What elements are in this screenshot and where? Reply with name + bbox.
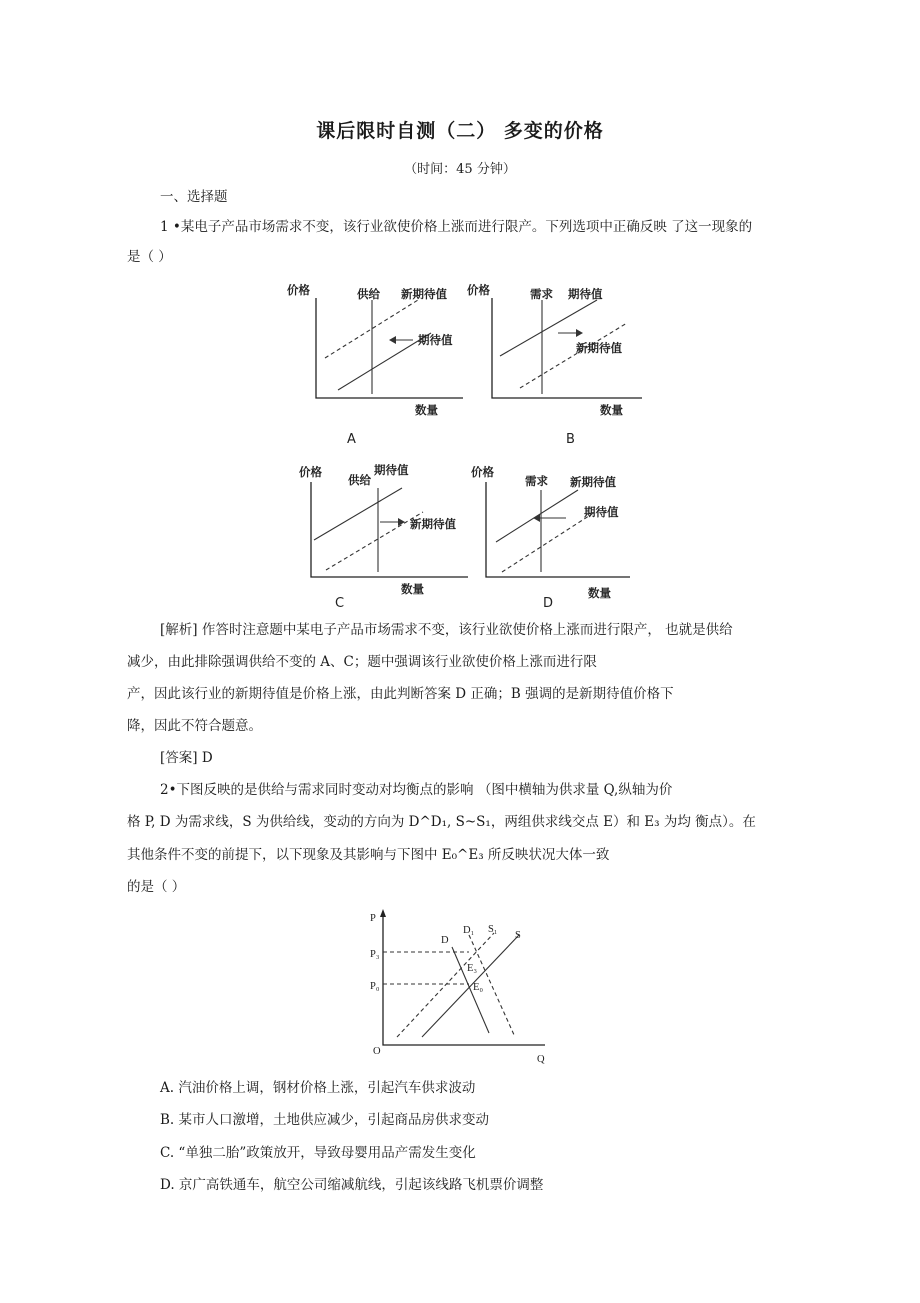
graph-a-caption: A	[347, 432, 356, 447]
graph-c-old-label: 期待值	[374, 463, 409, 477]
graph-b-yaxis: 价格	[467, 283, 490, 297]
graph-d-new-label: 新期待值	[570, 475, 616, 489]
analysis-line-3: 产，因此该行业的新期待值是价格上涨，由此判断答案 D 正确；B 强调的是新期待值价格下	[127, 686, 674, 702]
question-1-stem-cont: 是（ ）	[127, 249, 172, 265]
graph-a-yaxis: 价格	[287, 283, 310, 297]
graph-d-caption: D	[543, 596, 554, 610]
analysis-line-2: 减少，由此排除强调供给不变的 A、C；题中强调该行业欲使价格上涨而进行限	[127, 654, 597, 670]
option-a: A. 汽油价格上调，钢材价格上涨，引起汽车供求波动	[160, 1080, 476, 1096]
graph-d-vertical-label: 需求	[525, 474, 548, 488]
graph2-origin-label: O	[373, 1046, 381, 1057]
graph2-p0-label: P₀	[370, 981, 380, 992]
question-2-line-2: 格 P, D 为需求线，S 为供给线，变动的方向为 D^D₁, S~S₁，两组供求线交点 E）和 E₃ 为均 衡点）。在	[127, 814, 756, 830]
graph-a-old-label: 期待值	[418, 333, 453, 347]
graph-c-vertical-label: 供给	[348, 473, 371, 487]
graph-c-yaxis: 价格	[299, 465, 322, 479]
graph-d-xaxis: 数量	[588, 586, 611, 600]
graph-c-xaxis: 数量	[401, 582, 424, 596]
time-limit: （时间：45 分钟）	[404, 162, 516, 177]
graph2-e3-label: E₃	[467, 963, 478, 974]
graph-a-vertical-label: 供给	[357, 287, 380, 301]
option-d: D. 京广高铁通车，航空公司缩减航线，引起该线路飞机票价调整	[160, 1177, 544, 1193]
graph-b-xaxis: 数量	[600, 403, 623, 417]
supply-demand-graph	[365, 905, 555, 1065]
graph-a	[283, 278, 463, 448]
analysis-line-4: 降，因此不符合题意。	[127, 718, 262, 734]
graph2-e0-label: E₀	[473, 982, 484, 993]
question-2-line-3: 其他条件不变的前提下，以下现象及其影响与下图中 E₀^E₃ 所反映状况大体一致	[127, 847, 610, 863]
graph-c-new-label: 新期待值	[410, 517, 456, 531]
page-title: 课后限时自测（二） 多变的价格	[316, 120, 604, 142]
question-2-line-4: 的是（ ）	[127, 879, 186, 895]
option-c: C. “单独二胎”政策放开，导致母婴用品产需发生变化	[160, 1145, 476, 1161]
answer-1: [答案] D	[160, 750, 213, 766]
option-b: B. 某市人口激增，土地供应减少，引起商品房供求变动	[160, 1112, 490, 1128]
graph2-q-axis-label: Q	[537, 1054, 545, 1065]
section-heading: 一、选择题	[160, 189, 228, 205]
graph2-s1-label: S₁	[488, 924, 498, 935]
graph2-p-axis-label: P	[370, 913, 376, 924]
graph2-d1-label: D₁	[463, 925, 475, 936]
graph2-s-label: S	[515, 930, 521, 941]
graph-a-new-label: 新期待值	[401, 287, 447, 301]
graph-b-caption: B	[566, 432, 575, 447]
graph-b-vertical-label: 需求	[530, 287, 553, 301]
graph-a-xaxis: 数量	[415, 403, 438, 417]
graph-d	[470, 460, 650, 610]
graph-b-old-label: 期待值	[568, 287, 603, 301]
question-1-stem: 1 •某电子产品市场需求不变，该行业欲使价格上涨而进行限产。下列选项中正确反映 了这一现象的	[160, 219, 753, 235]
graph-b	[462, 278, 642, 448]
graph-c-caption: C	[335, 596, 345, 610]
question-2-line-1: 2•下图反映的是供给与需求同时变动对均衡点的影响 （图中横轴为供求量 Q,纵轴为价	[160, 782, 673, 798]
graph2-p3-label: P₃	[370, 949, 380, 960]
graph-d-old-label: 期待值	[584, 505, 619, 519]
graph-c	[298, 460, 478, 610]
graph-d-yaxis: 价格	[471, 465, 494, 479]
analysis-line-1: [解析] 作答时注意题中某电子产品市场需求不变，该行业欲使价格上涨而进行限产， 也就是供给	[160, 622, 733, 638]
graph2-d-label: D	[441, 935, 449, 946]
graph-b-new-label: 新期待值	[576, 341, 622, 355]
